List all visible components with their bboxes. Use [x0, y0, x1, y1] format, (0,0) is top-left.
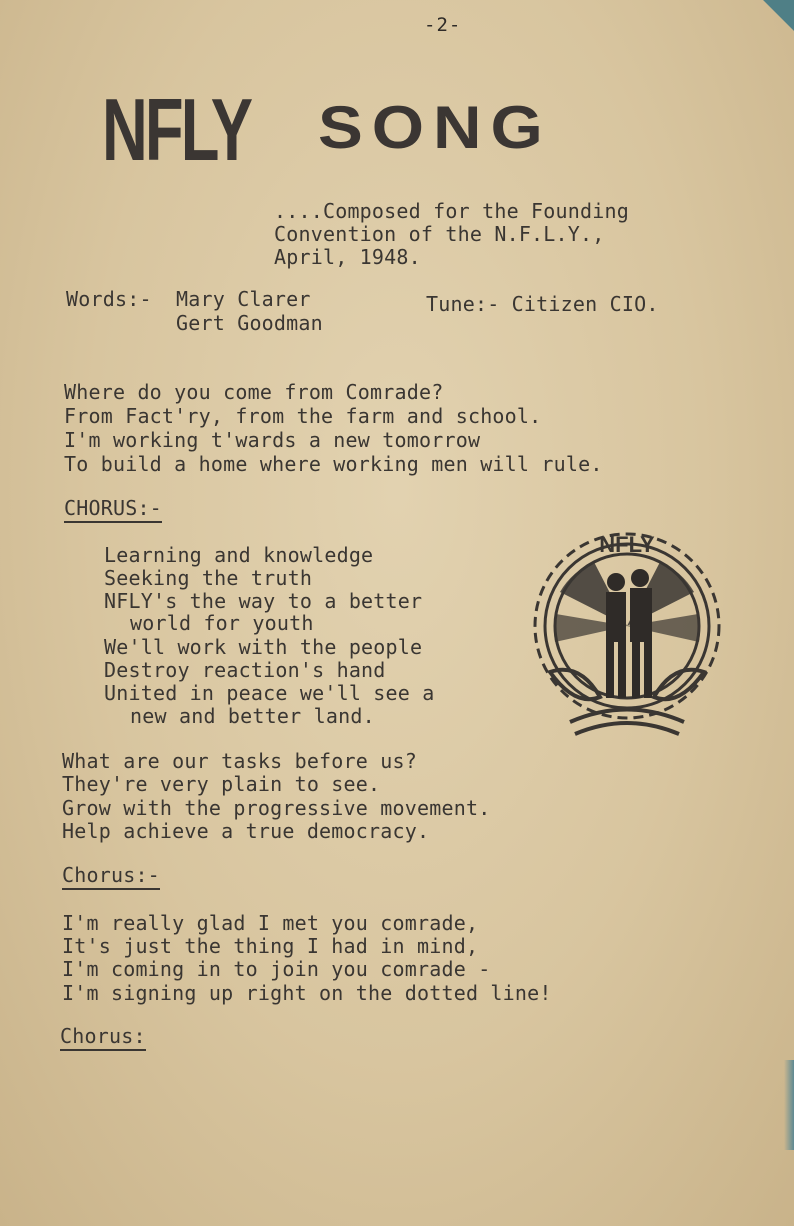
verse2-line: Grow with the progressive movement.: [62, 796, 491, 820]
chorus-line: United in peace we'll see a: [104, 681, 435, 705]
words-label: Words:-: [66, 287, 152, 311]
chorus-line: Learning and knowledge: [104, 543, 374, 567]
verse3-line: I'm coming in to join you comrade -: [62, 957, 491, 981]
chorus-label: [64, 497, 162, 523]
author-name: Mary Clarer: [176, 287, 311, 311]
subtitle-line: ....Composed for the Founding: [274, 199, 629, 223]
verse3-line: It's just the thing I had in mind,: [62, 934, 479, 958]
chorus-line: NFLY's the way to a better: [104, 589, 423, 613]
verse3-line: I'm really glad I met you comrade,: [62, 911, 479, 935]
verse1-line: I'm working t'wards a new tomorrow: [64, 428, 481, 452]
nfly-emblem: [520, 522, 734, 746]
page-corner-tab: [760, 0, 794, 34]
subtitle-line: April, 1948.: [274, 245, 421, 269]
author-name: Gert Goodman: [176, 311, 323, 335]
chorus-label-text: CHORUS:-: [64, 497, 162, 523]
verse1-line: To build a home where working men will rule.: [64, 452, 603, 476]
verse2-line: What are our tasks before us?: [62, 749, 417, 773]
chorus-label-text: Chorus:: [60, 1025, 146, 1051]
chorus-label-text: Chorus:-: [62, 864, 160, 890]
tune-credit: Tune:- Citizen CIO.: [426, 292, 659, 316]
emblem-label: NFLY: [599, 532, 655, 557]
page-number: -2-: [424, 14, 462, 36]
chorus-line: Seeking the truth: [104, 566, 313, 590]
page-edge-mark: [784, 1060, 794, 1150]
verse3-line: I'm signing up right on the dotted line!: [62, 981, 552, 1005]
chorus-line: new and better land.: [130, 704, 375, 728]
verse2-line: Help achieve a true democracy.: [62, 819, 430, 843]
title-nfly: NFLY: [102, 80, 251, 179]
chorus-line: world for youth: [130, 611, 314, 635]
verse1-line: Where do you come from Comrade?: [64, 380, 444, 404]
chorus-line: We'll work with the people: [104, 635, 423, 659]
verse2-line: They're very plain to see.: [62, 772, 381, 796]
chorus-label: [62, 864, 160, 890]
title-song: SONG: [318, 94, 552, 161]
chorus-line: Destroy reaction's hand: [104, 658, 386, 682]
verse1-line: From Fact'ry, from the farm and school.: [64, 404, 542, 428]
chorus-label: [60, 1025, 146, 1051]
subtitle-line: Convention of the N.F.L.Y.,: [274, 222, 605, 246]
